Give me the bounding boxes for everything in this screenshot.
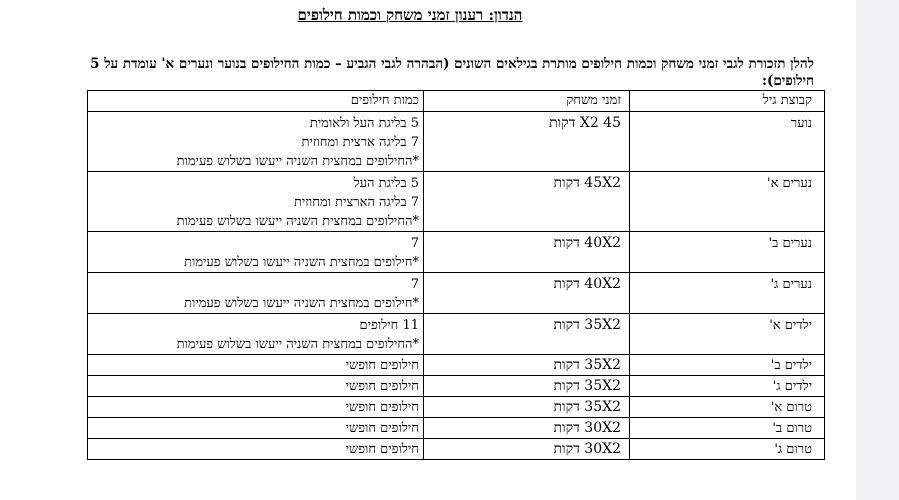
cell-substitutions — [88, 418, 424, 439]
cell-age-group: נערים ג' — [630, 273, 825, 314]
cell-game-time — [424, 112, 630, 172]
cell-age-group: נערים ב' — [630, 232, 825, 273]
substitution-rule: 11 חילופים — [359, 318, 419, 333]
cell-game-time — [424, 314, 630, 355]
cell-age-group: טרום ב' — [630, 418, 825, 439]
game-time-value: X2 45 דקות — [549, 115, 621, 131]
header-age-group: קבוצת גיל — [630, 91, 825, 112]
cell-game-time — [424, 232, 630, 273]
cell-substitutions — [88, 355, 424, 376]
cell-game-time — [424, 439, 630, 460]
substitution-note: *חילופים במחצית השניה ייעשו בשלוש פעמיות — [184, 296, 419, 311]
game-time-value: 35X2 דקות — [553, 357, 621, 373]
table-row — [88, 418, 825, 439]
substitution-rule: חילופים חופשי — [345, 379, 419, 394]
game-time-value: 45X2 דקות — [553, 175, 621, 191]
substitution-rule: חילופים חופשי — [345, 421, 419, 436]
game-time-value: 40X2 דקות — [553, 276, 621, 292]
table-header-row — [88, 91, 825, 112]
table-row — [88, 397, 825, 418]
cell-game-time — [424, 397, 630, 418]
cell-substitutions — [88, 273, 424, 314]
document-title: הנדון: רענון זמני משחק וכמות חילופים — [297, 6, 523, 24]
substitution-rule: חילופים חופשי — [345, 442, 419, 457]
game-time-value: 35X2 דקות — [553, 399, 621, 415]
cell-substitutions — [88, 439, 424, 460]
substitution-rule: 5 בליגת העל ולאומית — [309, 116, 419, 131]
intro-paragraph: להלן תזכורת לגבי זמני משחק וכמות חילופים מותרת בגילאים השונים (הבהרה לגבי הגביע – כמות החילופים בנוער ונערים א' עומדת על 5 חילופים): — [90, 56, 814, 89]
substitution-rule: חילופים חופשי — [345, 358, 419, 373]
table-row — [88, 355, 825, 376]
cell-game-time — [424, 418, 630, 439]
cell-age-group: ילדים ג' — [630, 376, 825, 397]
game-time-value: 40X2 דקות — [553, 235, 621, 251]
table-row — [88, 314, 825, 355]
substitution-note: *החילופים במחצית השניה ייעשו בשלוש פעימות — [176, 154, 419, 169]
cell-age-group: ילדים ב' — [630, 355, 825, 376]
table-row — [88, 439, 825, 460]
cell-age-group: טרום ג' — [630, 439, 825, 460]
right-sidebar — [856, 0, 899, 500]
table-row — [88, 112, 825, 172]
cell-substitutions — [88, 314, 424, 355]
substitution-note: *החילופים במחצית השניה ייעשו בשלוש פעימות — [176, 214, 419, 229]
table-row — [88, 232, 825, 273]
table-row — [88, 172, 825, 232]
substitution-rule: 7 — [410, 277, 419, 292]
cell-game-time — [424, 355, 630, 376]
substitution-note: *חילופים במחצית השניה ייעשו בשלוש פעימות — [184, 255, 419, 270]
game-times-table — [87, 90, 825, 460]
cell-substitutions — [88, 112, 424, 172]
cell-substitutions — [88, 232, 424, 273]
substitution-rule: חילופים חופשי — [345, 400, 419, 415]
table-row — [88, 376, 825, 397]
table-body — [88, 112, 825, 460]
cell-substitutions — [88, 397, 424, 418]
substitution-rule: 7 — [410, 236, 419, 251]
game-time-value: 35X2 דקות — [553, 378, 621, 394]
cell-age-group: ילדים א' — [630, 314, 825, 355]
game-time-value: 30X2 דקות — [553, 441, 621, 457]
cell-age-group: נערים א' — [630, 172, 825, 232]
substitution-rule: 5 בליגת העל — [353, 176, 419, 191]
table-row — [88, 273, 825, 314]
cell-age-group: נוער — [630, 112, 825, 172]
cell-game-time — [424, 273, 630, 314]
cell-age-group: טרום א' — [630, 397, 825, 418]
cell-substitutions — [88, 172, 424, 232]
substitution-rule: 7 בליגה הארצית ומחוזית — [293, 195, 419, 210]
header-substitutions: כמות חילופים — [88, 91, 424, 112]
cell-substitutions — [88, 376, 424, 397]
cell-game-time — [424, 172, 630, 232]
cell-game-time — [424, 376, 630, 397]
header-game-time: זמני משחק — [424, 91, 630, 112]
game-time-value: 30X2 דקות — [553, 420, 621, 436]
game-time-value: 35X2 דקות — [553, 317, 621, 333]
substitution-note: *החילופים במחצית השניה ייעשו בשלוש פעימות — [176, 337, 419, 352]
substitution-rule: 7 בליגה ארצית ומחוזית — [301, 135, 419, 150]
